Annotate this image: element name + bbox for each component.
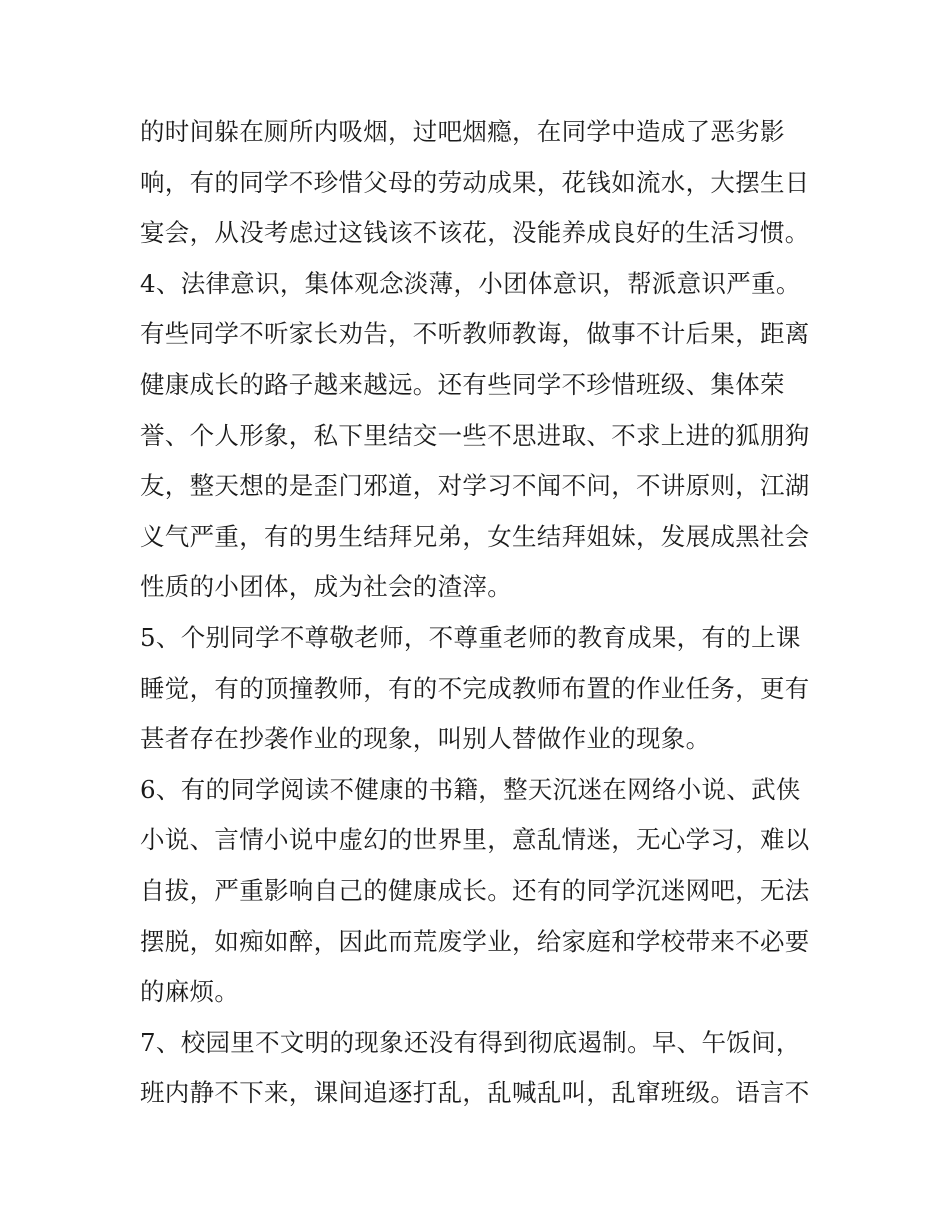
text-line: 班内静不下来，课间追逐打乱，乱喊乱叫，乱窜班级。语言不 — [140, 1078, 810, 1108]
text-line: 自拔，严重影响自己的健康成长。还有的同学沉迷网吧，无法 — [140, 875, 810, 905]
text-line: 响，有的同学不珍惜父母的劳动成果，花钱如流水，大摆生日 — [140, 167, 810, 197]
text-line: 摆脱，如痴如醉，因此而荒废学业，给家庭和学校带来不必要 — [140, 926, 810, 956]
text-line: 友，整天想的是歪门邪道，对学习不闻不问，不讲原则，江湖 — [140, 471, 810, 501]
text-line: 誉、个人形象，私下里结交一些不思进取、不求上进的狐朋狗 — [140, 420, 810, 450]
text-line: 甚者存在抄袭作业的现象，叫别人替做作业的现象。 — [140, 724, 711, 754]
body-text — [140, 107, 820, 1119]
text-line: 4、法律意识，集体观念淡薄，小团体意识，帮派意识严重。 — [140, 268, 801, 298]
text-line: 健康成长的路子越来越远。还有些同学不珍惜班级、集体荣 — [140, 369, 785, 399]
text-line: 的麻烦。 — [140, 977, 240, 1007]
text-line: 性质的小团体，成为社会的渣滓。 — [140, 572, 512, 602]
text-line: 7、校园里不文明的现象还没有得到彻底遏制。早、午饭间， — [140, 1027, 801, 1057]
text-line: 有些同学不听家长劝告，不听教师教诲，做事不计后果，距离 — [140, 319, 810, 349]
text-line: 睡觉，有的顶撞教师，有的不完成教师布置的作业任务，更有 — [140, 673, 810, 703]
text-line: 5、个别同学不尊敬老师，不尊重老师的教育成果，有的上课 — [140, 622, 801, 652]
text-line: 小说、言情小说中虚幻的世界里，意乱情迷，无心学习，难以 — [140, 825, 810, 855]
text-line: 的时间躲在厕所内吸烟，过吧烟瘾，在同学中造成了恶劣影 — [140, 117, 785, 146]
text-line: 宴会，从没考虑过这钱该不该花，没能养成良好的生活习惯。 — [140, 218, 810, 248]
text-line: 义气严重，有的男生结拜兄弟，女生结拜姐妹，发展成黑社会 — [140, 521, 810, 551]
text-line: 6、有的同学阅读不健康的书籍，整天沉迷在网络小说、武侠 — [140, 774, 801, 804]
